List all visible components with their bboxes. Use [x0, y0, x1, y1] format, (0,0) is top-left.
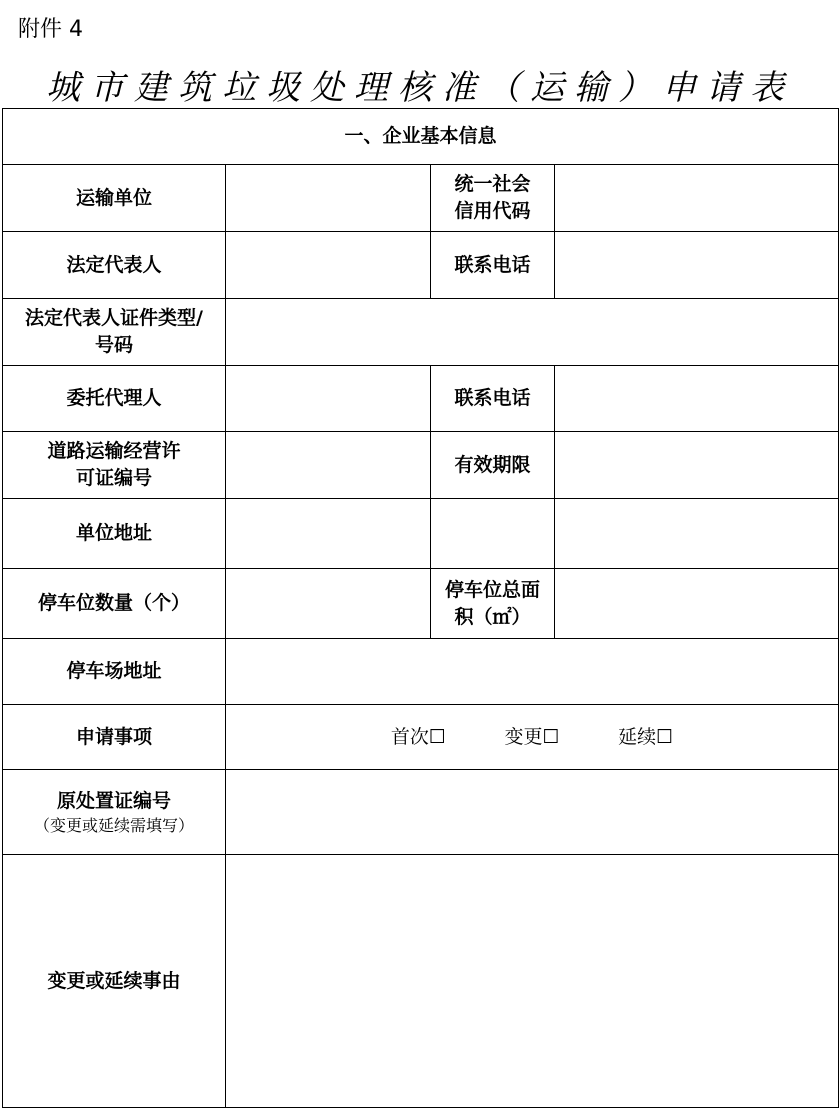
- original-permit-note: （变更或延续需填写）: [33, 815, 194, 835]
- original-permit-label: 原处置证编号: [56, 789, 171, 812]
- id-type-number-field[interactable]: [226, 299, 839, 366]
- attachment-label: 附件 4: [18, 17, 83, 42]
- transport-unit-field[interactable]: [226, 165, 431, 232]
- original-permit-field[interactable]: [226, 770, 839, 855]
- table-row: [3, 855, 839, 1108]
- table-row: [3, 569, 839, 639]
- unit-address-label: 单位地址: [3, 499, 226, 569]
- legal-representative-field[interactable]: [226, 232, 431, 299]
- table-row: [3, 639, 839, 705]
- agent-phone-label: 联系电话: [431, 366, 555, 432]
- transport-unit-label: 运输单位: [3, 165, 226, 232]
- legal-phone-field[interactable]: [555, 232, 839, 299]
- unit-address-extra-field[interactable]: [431, 499, 555, 569]
- option-first-time-checkbox[interactable]: 首次☐: [390, 725, 446, 748]
- table-row: [3, 366, 839, 432]
- parking-count-label: 停车位数量（个）: [3, 569, 226, 639]
- validity-label: 有效期限: [431, 432, 555, 499]
- change-reason-field[interactable]: [226, 855, 839, 1108]
- option-change-checkbox[interactable]: 变更☐: [504, 725, 560, 748]
- agent-phone-field[interactable]: [555, 366, 839, 432]
- change-reason-label: 变更或延续事由: [3, 855, 226, 1108]
- table-row: [3, 432, 839, 499]
- option-renewal-checkbox[interactable]: 延续☐: [618, 725, 674, 748]
- table-row: [3, 165, 839, 232]
- credit-code-label: 统一社会信用代码: [431, 165, 555, 232]
- parking-area-label: 停车位总面积（㎡）: [431, 569, 555, 639]
- section-header-row: [3, 109, 839, 165]
- parking-count-field[interactable]: [226, 569, 431, 639]
- parking-address-field[interactable]: [226, 639, 839, 705]
- application-type-label: 申请事项: [3, 705, 226, 770]
- agent-field[interactable]: [226, 366, 431, 432]
- application-form-table: [2, 108, 839, 1108]
- permit-number-label: 道路运输经营许可证编号: [3, 432, 226, 499]
- credit-code-field[interactable]: [555, 165, 839, 232]
- table-row: [3, 770, 839, 855]
- table-row: [3, 299, 839, 366]
- validity-field[interactable]: [555, 432, 839, 499]
- permit-number-field[interactable]: [226, 432, 431, 499]
- table-row: [3, 705, 839, 770]
- unit-address-field[interactable]: [226, 499, 431, 569]
- parking-address-label: 停车场地址: [3, 639, 226, 705]
- unit-address-extra-field-2[interactable]: [555, 499, 839, 569]
- parking-area-field[interactable]: [555, 569, 839, 639]
- legal-phone-label: 联系电话: [431, 232, 555, 299]
- table-row: [3, 232, 839, 299]
- original-permit-label-cell: [3, 770, 226, 855]
- legal-representative-label: 法定代表人: [3, 232, 226, 299]
- table-row: [3, 499, 839, 569]
- application-type-options: [226, 705, 839, 770]
- id-type-number-label: 法定代表人证件类型/号码: [3, 299, 226, 366]
- form-title: 城市建筑垃圾处理核准（运输）申请表: [46, 68, 794, 108]
- section-title: 一、企业基本信息: [3, 109, 839, 165]
- agent-label: 委托代理人: [3, 366, 226, 432]
